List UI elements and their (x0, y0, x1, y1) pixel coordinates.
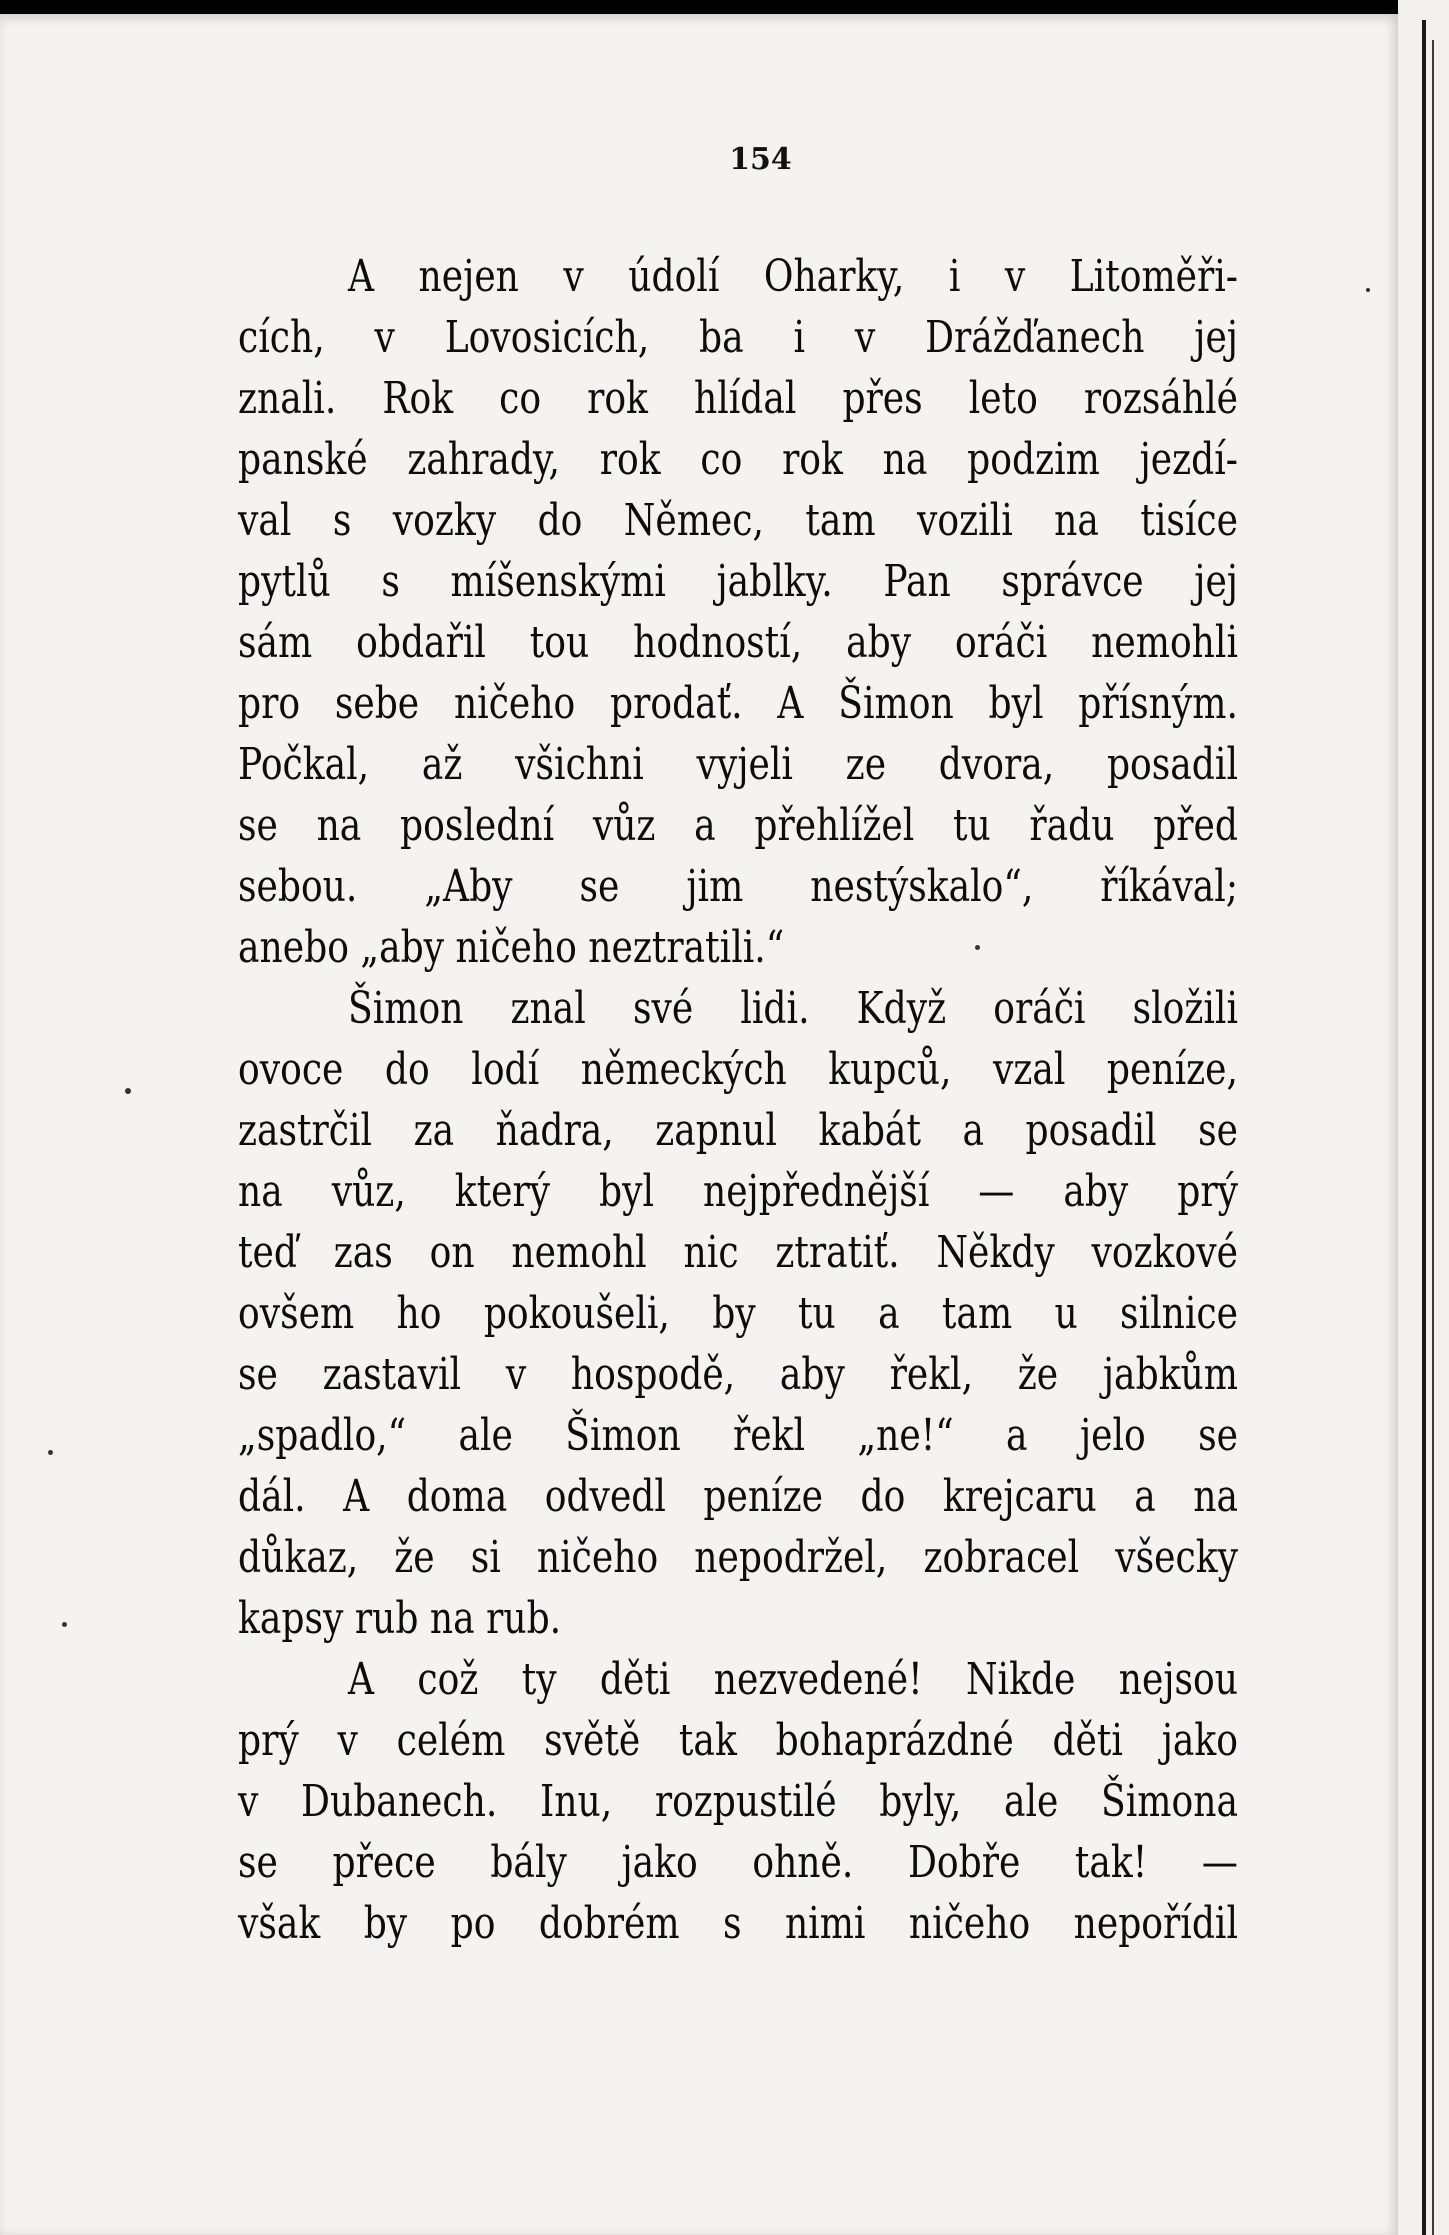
text-line-content: však by po dobrém s nimi ničeho nepořídil (238, 1898, 1238, 1949)
text-line (238, 1710, 1238, 1771)
text-line-content: se na poslední vůz a přehlížel tu řadu před (238, 800, 1238, 851)
text-line-content: Šimon znal své lidi. Když oráči složili (348, 983, 1238, 1034)
text-line-content: se zastavil v hospodě, aby řekl, že jabkům (238, 1349, 1238, 1400)
text-line (238, 612, 1238, 673)
text-line (238, 978, 1238, 1039)
text-line (238, 551, 1238, 612)
text-line-content: sebou. „Aby se jim nestýskalo“, říkával; (238, 861, 1238, 912)
text-line (238, 795, 1238, 856)
text-line (238, 917, 1238, 978)
text-line-content: se přece bály jako ohně. Dobře tak! — (238, 1837, 1238, 1888)
text-line-content: sám obdařil tou hodností, aby oráči nemohli (238, 617, 1238, 668)
text-line (238, 1100, 1238, 1161)
ink-speck (125, 1088, 131, 1094)
text-line (238, 429, 1238, 490)
text-line (238, 1039, 1238, 1100)
text-line-content: prý v celém světě tak bohaprázdné děti jako (238, 1715, 1238, 1766)
text-line-content: znali. Rok co rok hlídal přes leto rozsáhlé (238, 373, 1238, 424)
text-line (238, 1893, 1238, 1954)
text-line (238, 1649, 1238, 1710)
binding-edge (1422, 20, 1426, 2235)
text-line-content: pro sebe ničeho prodať. A Šimon byl přísným. (238, 678, 1238, 729)
text-line-content: v Dubanech. Inu, rozpustilé byly, ale Šimona (238, 1776, 1238, 1827)
ink-speck (48, 1450, 53, 1455)
text-line (238, 1222, 1238, 1283)
text-line (238, 1466, 1238, 1527)
text-line-content: val s vozky do Němec, tam vozili na tisíce (238, 495, 1238, 546)
body-text (238, 246, 1238, 1954)
ink-speck (62, 1622, 67, 1627)
text-line-content: A což ty děti nezvedené! Nikde nejsou (348, 1654, 1238, 1705)
text-line (238, 307, 1238, 368)
text-line (238, 368, 1238, 429)
text-line-content: ovšem ho pokoušeli, by tu a tam u silnice (238, 1288, 1238, 1339)
text-line-content: na vůz, který byl nejpřednější — aby prý (238, 1166, 1238, 1217)
text-line (238, 490, 1238, 551)
text-line-content: pytlů s míšenskými jablky. Pan správce jej (238, 556, 1238, 607)
text-line (238, 1527, 1238, 1588)
text-line-content: zastrčil za ňadra, zapnul kabát a posadil se (238, 1105, 1238, 1156)
text-line-content: kapsy rub na rub. (238, 1593, 562, 1644)
text-line (238, 1344, 1238, 1405)
text-line-content: A nejen v údolí Oharky, i v Litoměři- (348, 251, 1238, 302)
text-line (238, 1283, 1238, 1344)
text-line (238, 1771, 1238, 1832)
text-line-content: ovoce do lodí německých kupců, vzal peníze, (238, 1044, 1238, 1095)
text-line-content: cích, v Lovosicích, ba i v Drážďanech jej (238, 312, 1238, 363)
text-line-content: „spadlo,“ ale Šimon řekl „ne!“ a jelo se (238, 1410, 1238, 1461)
text-line-content: panské zahrady, rok co rok na podzim jezdí- (238, 434, 1238, 485)
text-line (238, 856, 1238, 917)
text-line (238, 1405, 1238, 1466)
text-line (238, 1588, 1238, 1649)
text-line (238, 734, 1238, 795)
text-line-content: Počkal, až všichni vyjeli ze dvora, posadil (238, 739, 1238, 790)
text-line-content: dál. A doma odvedl peníze do krejcaru a na (238, 1471, 1238, 1522)
text-line-content: anebo „aby ničeho neztratili.“ (238, 922, 785, 973)
text-line (238, 1161, 1238, 1222)
ink-speck (1366, 288, 1370, 292)
text-line-content: důkaz, že si ničeho nepodržel, zobracel všecky (238, 1532, 1238, 1583)
binding-edge-inner (1432, 40, 1434, 2235)
page-number: 154 (729, 142, 792, 177)
text-line-content: teď zas on nemohl nic ztratiť. Někdy vozkové (238, 1227, 1238, 1278)
text-line (238, 1832, 1238, 1893)
text-line (238, 673, 1238, 734)
text-line (238, 246, 1238, 307)
